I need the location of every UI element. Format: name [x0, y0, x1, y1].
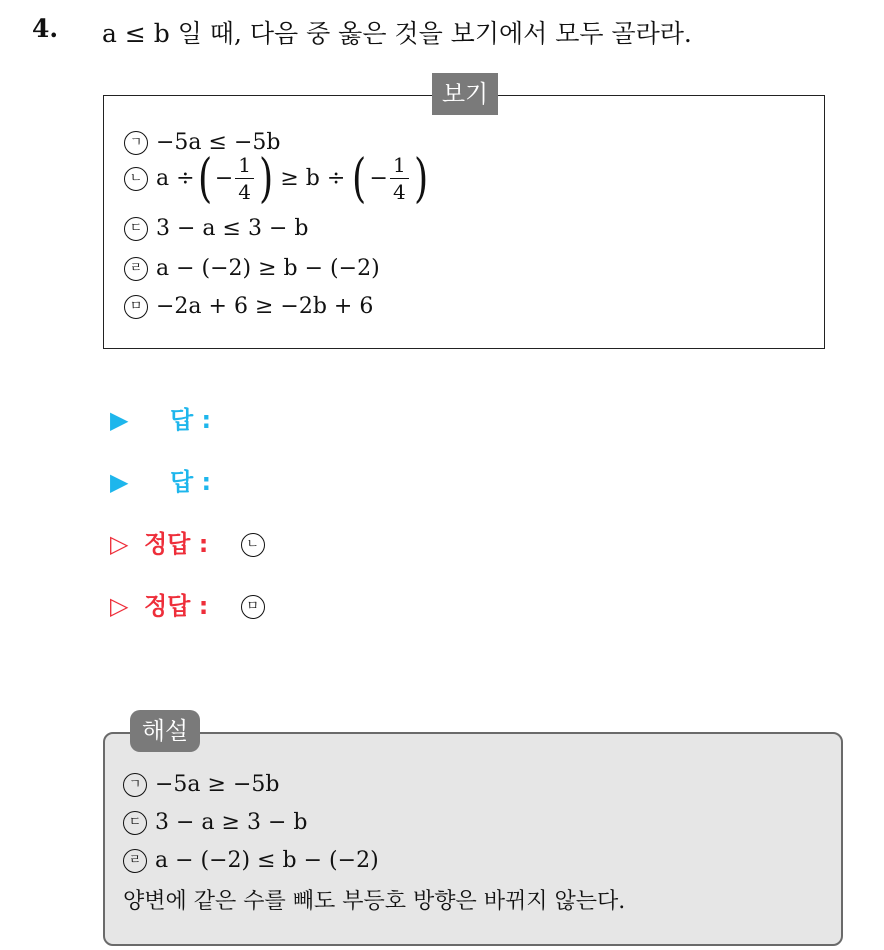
bogi-box: [103, 80, 825, 349]
explanation-line-3: ㄹ a − (−2) ≤ b − (−2): [123, 848, 379, 873]
correct-label: 정답 :: [144, 530, 209, 558]
item-lhs: a ÷: [156, 166, 195, 191]
bogi-item-3: [124, 216, 308, 241]
frac-sign: −: [369, 166, 388, 191]
circled-marker: ㄴ: [124, 167, 148, 191]
question-text: a ≤ b 일 때, 다음 중 옳은 것을 보기에서 모두 골라라.: [102, 19, 692, 48]
explanation-title: 해설: [130, 710, 200, 752]
play-triangle-icon: ▶: [110, 406, 129, 434]
bogi-item-4: [124, 256, 380, 281]
bogi-item-2: ㄴ a ÷ ( − $\frac{1}{4}$ ) ≥ b ÷ ( − $\frac{1}{4}$ ): [124, 152, 431, 205]
outline-triangle-icon: ▷: [110, 592, 129, 620]
circled-marker: ㄹ: [124, 257, 148, 281]
explanation-conclusion: 양변에 같은 수를 빼도 부등호 방향은 바뀌지 않는다.: [123, 889, 626, 914]
item-text: −5a ≤ −5b: [156, 130, 281, 155]
outline-triangle-icon: ▷: [110, 530, 129, 558]
correct-answer-row-1: [110, 524, 273, 559]
answer-row-2: [110, 462, 211, 497]
correct-answer-row-2: [110, 586, 273, 621]
circled-marker: ㅁ: [124, 295, 148, 319]
bogi-item-5: [124, 294, 373, 319]
answer-row-1: [110, 400, 211, 435]
fraction: $\frac{1}{4}$: [390, 152, 409, 205]
explanation-line-1: ㄱ −5a ≥ −5b: [123, 772, 279, 797]
bogi-title: 보기: [432, 73, 498, 115]
circled-marker: ㄹ: [123, 849, 147, 873]
item-text: a − (−2) ≥ b − (−2): [156, 256, 380, 281]
answer-label: 답 :: [170, 406, 212, 434]
fraction: $\frac{1}{4}$: [235, 152, 254, 205]
correct-label: 정답 :: [144, 592, 209, 620]
frac-sign: −: [214, 166, 234, 191]
circled-marker: ㄱ: [123, 773, 147, 797]
item-mid: ≥ b ÷: [280, 166, 346, 191]
correct-value: ㄴ: [241, 533, 265, 557]
circled-marker: ㄷ: [124, 217, 148, 241]
answer-label: 답 :: [170, 468, 212, 496]
explanation-line-2: ㄷ 3 − a ≥ 3 − b: [123, 810, 307, 835]
play-triangle-icon: ▶: [110, 468, 129, 496]
circled-marker: ㄷ: [123, 811, 147, 835]
item-text: 3 − a ≤ 3 − b: [156, 216, 309, 241]
correct-value: ㅁ: [241, 595, 265, 619]
item-text: −2a + 6 ≥ −2b + 6: [156, 294, 374, 319]
question-number: 4.: [32, 14, 59, 43]
explanation-box: [103, 717, 843, 946]
circled-marker: ㄱ: [124, 131, 148, 155]
